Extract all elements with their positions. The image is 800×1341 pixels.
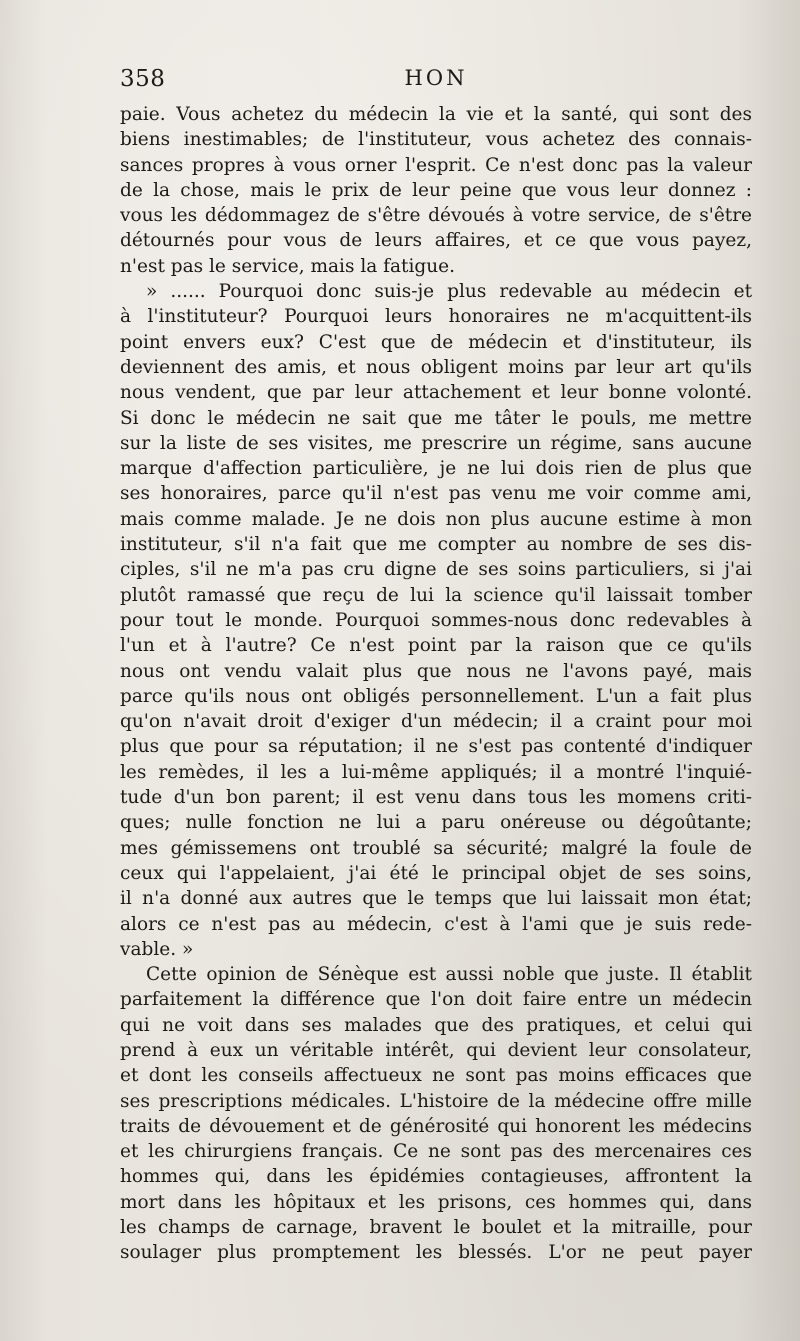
text-line: détournés pour vous de leurs affaires, et ce que vous payez, (120, 230, 752, 252)
text-line: » ...... Pourquoi donc suis-je plus redevable au médecin et (146, 281, 752, 303)
text-line: biens inestimables; de l'instituteur, vous achetez des connais- (120, 129, 752, 151)
text-line: de la chose, mais le prix de leur peine que vous leur donnez : (120, 179, 752, 201)
text-line: parce qu'ils nous ont obligés personnellement. L'un a fait plus (120, 685, 752, 707)
text-line: ciples, s'il ne m'a pas cru digne de ses soins particuliers, si j'ai (120, 559, 752, 581)
text-line: nous ont vendu valait plus que nous ne l'avons payé, mais (120, 660, 752, 682)
text-line: sur la liste de ses visites, me prescrire un régime, sans aucune (120, 432, 752, 454)
text-line: l'un et à l'autre? Ce n'est point par la raison que ce qu'ils (120, 635, 752, 657)
text-line: nous vendent, que par leur attachement et leur bonne volonté. (120, 382, 752, 404)
text-line: Si donc le médecin ne sait que me tâter le pouls, me mettre (120, 407, 752, 429)
text-line: il n'a donné aux autres que le temps que lui laissait mon état; (120, 888, 752, 910)
text-line: vable. » (120, 938, 194, 960)
text-line: paie. Vous achetez du médecin la vie et la santé, qui sont des (120, 104, 752, 125)
text-line: mes gémissemens ont troublé sa sécurité; malgré la foule de (120, 837, 752, 859)
text-line: et les chirurgiens français. Ce ne sont pas des mercenaires ces (120, 1141, 752, 1163)
running-head: HON (404, 66, 468, 90)
text-line: les champs de carnage, bravent le boulet et la mitraille, pour (120, 1217, 752, 1239)
text-line: à l'instituteur? Pourquoi leurs honoraires ne m'acquittent-ils (120, 306, 752, 328)
text-line: sances propres à vous orner l'esprit. Ce n'est donc pas la valeur (120, 154, 752, 176)
text-line: les remèdes, il les a lui-même appliqués; il a montré l'inquié- (120, 761, 752, 783)
text-line: traits de dévouement et de générosité qui honorent les médecins (120, 1115, 752, 1137)
text-line: hommes qui, dans les épidémies contagieuses, affrontent la (120, 1166, 752, 1188)
page-number: 358 (120, 66, 166, 92)
text-line: soulager plus promptement les blessés. L'or ne peut payer (120, 1242, 752, 1264)
text-line: alors ce n'est pas au médecin, c'est à l'ami que je suis rede- (120, 913, 752, 935)
text-line: mais comme malade. Je ne dois non plus aucune estime à mon (120, 508, 752, 530)
text-line: qu'on n'avait droit d'exiger d'un médecin; il a craint pour moi (120, 711, 752, 733)
body-text (120, 102, 752, 1266)
text-line: qui ne voit dans ses malades que des pratiques, et celui qui (120, 1014, 752, 1036)
text-line: ceux qui l'appelaient, j'ai été le principal objet de ses soins, (120, 862, 752, 884)
text-line: n'est pas le service, mais la fatigue. (120, 255, 455, 277)
text-line: ses honoraires, parce qu'il n'est pas venu me voir comme ami, (120, 483, 752, 505)
text-line: point envers eux? C'est que de médecin et d'instituteur, ils (120, 331, 752, 353)
text-line: et dont les conseils affectueux ne sont pas moins efficaces que (120, 1065, 752, 1087)
text-line: tude d'un bon parent; il est venu dans tous les momens criti- (120, 787, 752, 809)
text-line: vous les dédommagez de s'être dévoués à votre service, de s'être (120, 205, 752, 227)
text-line: pour tout le monde. Pourquoi sommes-nous donc redevables à (120, 609, 752, 631)
text-line: marque d'affection particulière, je ne lui dois rien de plus que (120, 458, 752, 480)
text-line: parfaitement la différence que l'on doit faire entre un médecin (120, 989, 752, 1011)
text-line: prend à eux un véritable intérêt, qui devient leur consolateur, (120, 1039, 752, 1061)
text-line: plus que pour sa réputation; il ne s'est pas contenté d'indiquer (120, 736, 752, 758)
text-line: plutôt ramassé que reçu de lui la science qu'il laissait tomber (120, 584, 752, 606)
text-line: instituteur, s'il n'a fait que me compter au nombre de ses dis- (120, 534, 752, 556)
text-line: mort dans les hôpitaux et les prisons, ces hommes qui, dans (120, 1191, 752, 1213)
page-header (120, 66, 752, 96)
text-line: Cette opinion de Sénèque est aussi noble que juste. Il établit (146, 964, 752, 986)
text-line: deviennent des amis, et nous obligent moins par leur art qu'ils (120, 356, 752, 378)
text-line: ses prescriptions médicales. L'histoire de la médecine offre mille (120, 1090, 752, 1112)
text-line: ques; nulle fonction ne lui a paru onéreuse ou dégoûtante; (120, 812, 752, 834)
